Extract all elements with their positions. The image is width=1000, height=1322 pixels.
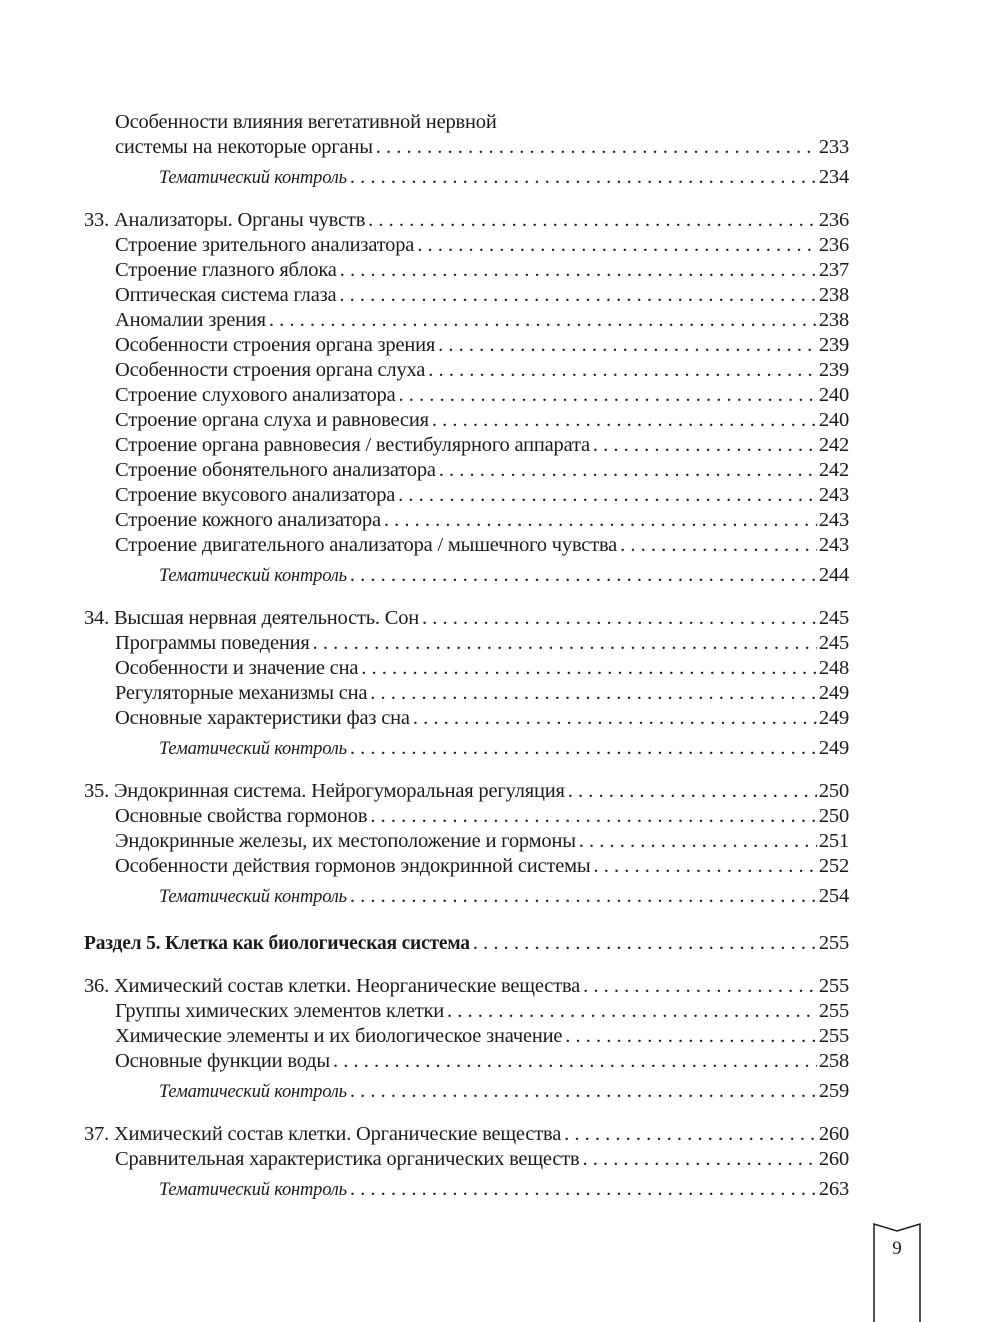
toc-entry-title: Строение органа равновесия / вестибулярного аппарата: [115, 433, 593, 458]
dot-leader: [564, 1122, 817, 1147]
toc-entry-title: системы на некоторые органы: [115, 135, 376, 160]
toc-thematic-control[interactable]: [84, 1177, 849, 1202]
dot-leader: [313, 631, 817, 656]
toc-entry-page: 250: [818, 805, 849, 827]
toc-entry-page: 249: [818, 707, 849, 729]
dot-leader: [384, 508, 817, 533]
toc-chapter-title: 33. Анализаторы. Органы чувств: [84, 208, 368, 233]
toc-entry-page: 239: [818, 334, 849, 356]
toc-entry[interactable]: [84, 258, 849, 283]
toc-entry[interactable]: [84, 408, 849, 433]
dot-leader: [370, 681, 817, 706]
toc-chapter-title: 37. Химический состав клетки. Органические вещества: [84, 1122, 564, 1147]
toc-control-title: Тематический контроль: [159, 737, 350, 762]
toc-entry-title: Строение органа слуха и равновесия: [115, 408, 432, 433]
toc-entry-page: 252: [818, 855, 849, 877]
toc-entry-title: Аномалии зрения: [115, 308, 269, 333]
toc-entry-title: Оптическая система глаза: [115, 283, 339, 308]
toc-control-page: 263: [818, 1178, 849, 1200]
dot-leader: [620, 533, 817, 558]
toc-entry-title: Строение обонятельного анализатора: [115, 458, 439, 483]
toc-entry[interactable]: [84, 358, 849, 383]
toc-entry[interactable]: [84, 804, 849, 829]
toc-entry[interactable]: [84, 854, 849, 879]
toc-section-title: Раздел 5. Клетка как биологическая система: [84, 931, 473, 956]
dot-leader: [417, 233, 817, 258]
toc-entry-title: Группы химических элементов клетки: [115, 999, 447, 1024]
toc-entry[interactable]: [84, 631, 849, 656]
toc-control-title: Тематический контроль: [159, 166, 350, 191]
toc-entry[interactable]: [84, 508, 849, 533]
toc-chapter-page: 250: [818, 780, 849, 802]
toc-control-page: 244: [818, 564, 849, 586]
toc-chapter-33[interactable]: [84, 208, 849, 233]
toc-entry-title: Строение глазного яблока: [115, 258, 340, 283]
toc-entry-title: Химические элементы и их биологическое значение: [115, 1024, 565, 1049]
toc-control-page: 259: [818, 1080, 849, 1102]
dot-leader: [565, 1024, 817, 1049]
dot-leader: [422, 606, 817, 631]
toc-entry-page: 260: [818, 1148, 849, 1170]
toc-control-title: Тематический контроль: [159, 1080, 350, 1105]
toc-control-title: Тематический контроль: [159, 1178, 350, 1203]
toc-control-page: 249: [818, 737, 849, 759]
toc-control-page: 234: [818, 166, 849, 188]
toc-control-title: Тематический контроль: [159, 885, 350, 910]
page-number: 9: [892, 1238, 902, 1259]
toc-entry[interactable]: [84, 999, 849, 1024]
toc-entry-page: 248: [818, 657, 849, 679]
toc-thematic-control[interactable]: [84, 165, 849, 190]
toc-entry-page: 239: [818, 359, 849, 381]
dot-leader: [350, 736, 817, 761]
dot-leader: [438, 333, 817, 358]
toc-entry[interactable]: [84, 483, 849, 508]
toc-entry-title: Основные характеристики фаз сна: [115, 706, 413, 731]
toc-entry-page: 233: [818, 136, 849, 158]
dot-leader: [350, 1177, 817, 1202]
toc-entry[interactable]: [84, 433, 849, 458]
toc-entry[interactable]: [84, 681, 849, 706]
dot-leader: [473, 931, 817, 956]
toc-chapter-title: 34. Высшая нервная деятельность. Сон: [84, 606, 422, 631]
toc-entry-title: Программы поведения: [115, 631, 313, 656]
toc-entry-page: 245: [818, 632, 849, 654]
dot-leader: [333, 1049, 817, 1074]
toc-entry-title: Строение вкусового анализатора: [115, 483, 398, 508]
toc-entry-title: Строение слухового анализатора: [115, 383, 399, 408]
toc-control-page: 254: [818, 885, 849, 907]
toc-chapter-page: 236: [818, 209, 849, 231]
toc-entry[interactable]: [84, 1147, 849, 1172]
toc-entry-page: 249: [818, 682, 849, 704]
dot-leader: [368, 208, 817, 233]
toc-entry[interactable]: [84, 283, 849, 308]
toc-entry-page: 240: [818, 384, 849, 406]
toc-entry-page: 251: [818, 830, 849, 852]
toc-chapter-36[interactable]: [84, 974, 849, 999]
toc-entry[interactable]: [84, 1024, 849, 1049]
toc-entry-title: Строение кожного анализатора: [115, 508, 384, 533]
toc-thematic-control[interactable]: [84, 884, 849, 909]
table-of-contents: [84, 110, 849, 1202]
dot-leader: [350, 563, 817, 588]
dot-leader: [413, 706, 817, 731]
toc-entry[interactable]: [84, 333, 849, 358]
toc-section-5[interactable]: [84, 931, 849, 956]
dot-leader: [583, 974, 817, 999]
toc-entry[interactable]: [84, 233, 849, 258]
toc-chapter-page: 245: [818, 607, 849, 629]
toc-chapter-34[interactable]: [84, 606, 849, 631]
toc-entry[interactable]: [84, 656, 849, 681]
toc-entry-page: 236: [818, 234, 849, 256]
toc-chapter-page: 255: [818, 975, 849, 997]
toc-entry-page: 238: [818, 309, 849, 331]
toc-entry-title: Основные функции воды: [115, 1049, 333, 1074]
toc-entry-page: 243: [818, 534, 849, 556]
toc-entry-title: Сравнительная характеристика органических веществ: [115, 1147, 582, 1172]
toc-entry-page: 255: [818, 1000, 849, 1022]
toc-entry-page: 243: [818, 484, 849, 506]
toc-entry-page: 258: [818, 1050, 849, 1072]
dot-leader: [432, 408, 817, 433]
dot-leader: [339, 283, 816, 308]
dot-leader: [350, 884, 817, 909]
toc-chapter-35[interactable]: [84, 779, 849, 804]
toc-entry[interactable]: [84, 308, 849, 333]
dot-leader: [593, 854, 816, 879]
toc-chapter-title: 36. Химический состав клетки. Неорганические вещества: [84, 974, 583, 999]
toc-chapter-37[interactable]: [84, 1122, 849, 1147]
toc-entry-title: Особенности действия гормонов эндокринной системы: [115, 854, 593, 879]
toc-entry[interactable]: [84, 706, 849, 731]
toc-entry-title: Особенности и значение сна: [115, 656, 361, 681]
toc-entry-title: Особенности строения органа зрения: [115, 333, 438, 358]
toc-section-page: 255: [818, 932, 849, 954]
toc-chapter-page: 260: [818, 1123, 849, 1145]
toc-entry-page: 242: [818, 459, 849, 481]
toc-entry-title: Регуляторные механизмы сна: [115, 681, 370, 706]
toc-entry-page: 255: [818, 1025, 849, 1047]
toc-entry-page: 237: [818, 259, 849, 281]
toc-entry-line1: Особенности влияния вегетативной нервной: [115, 111, 497, 133]
toc-entry[interactable]: [84, 1049, 849, 1074]
dot-leader: [568, 779, 817, 804]
dot-leader: [376, 135, 817, 160]
dot-leader: [398, 483, 817, 508]
toc-entry-title: Особенности строения органа слуха: [115, 358, 428, 383]
toc-entry-title: Основные свойства гормонов: [115, 804, 370, 829]
toc-entry[interactable]: [84, 829, 849, 854]
toc-thematic-control[interactable]: [84, 563, 849, 588]
dot-leader: [447, 999, 817, 1024]
toc-entry-page: 242: [818, 434, 849, 456]
toc-thematic-control[interactable]: [84, 736, 849, 761]
dot-leader: [428, 358, 817, 383]
dot-leader: [350, 1079, 817, 1104]
dot-leader: [350, 165, 817, 190]
dot-leader: [582, 1147, 816, 1172]
toc-chapter-title: 35. Эндокринная система. Нейрогуморальная регуляция: [84, 779, 568, 804]
toc-entry-page: 238: [818, 284, 849, 306]
dot-leader: [579, 829, 817, 854]
toc-entry[interactable]: [84, 458, 849, 483]
toc-entry-page: 243: [818, 509, 849, 531]
toc-thematic-control[interactable]: [84, 1079, 849, 1104]
dot-leader: [370, 804, 817, 829]
dot-leader: [269, 308, 817, 333]
toc-entry-title: Строение двигательного анализатора / мышечного чувства: [115, 533, 620, 558]
toc-entry[interactable]: [84, 383, 849, 408]
dot-leader: [439, 458, 817, 483]
toc-entry-page: 240: [818, 409, 849, 431]
dot-leader: [593, 433, 817, 458]
dot-leader: [361, 656, 817, 681]
toc-control-title: Тематический контроль: [159, 564, 350, 589]
page-number-bookmark: [873, 1222, 921, 1322]
dot-leader: [399, 383, 817, 408]
toc-entry[interactable]: [84, 533, 849, 558]
bookmark-tab-icon: [873, 1222, 921, 1322]
dot-leader: [340, 258, 817, 283]
toc-entry-title: Строение зрительного анализатора: [115, 233, 417, 258]
toc-entry-title: Эндокринные железы, их местоположение и гормоны: [115, 829, 579, 854]
toc-entry[interactable]: [84, 135, 849, 160]
